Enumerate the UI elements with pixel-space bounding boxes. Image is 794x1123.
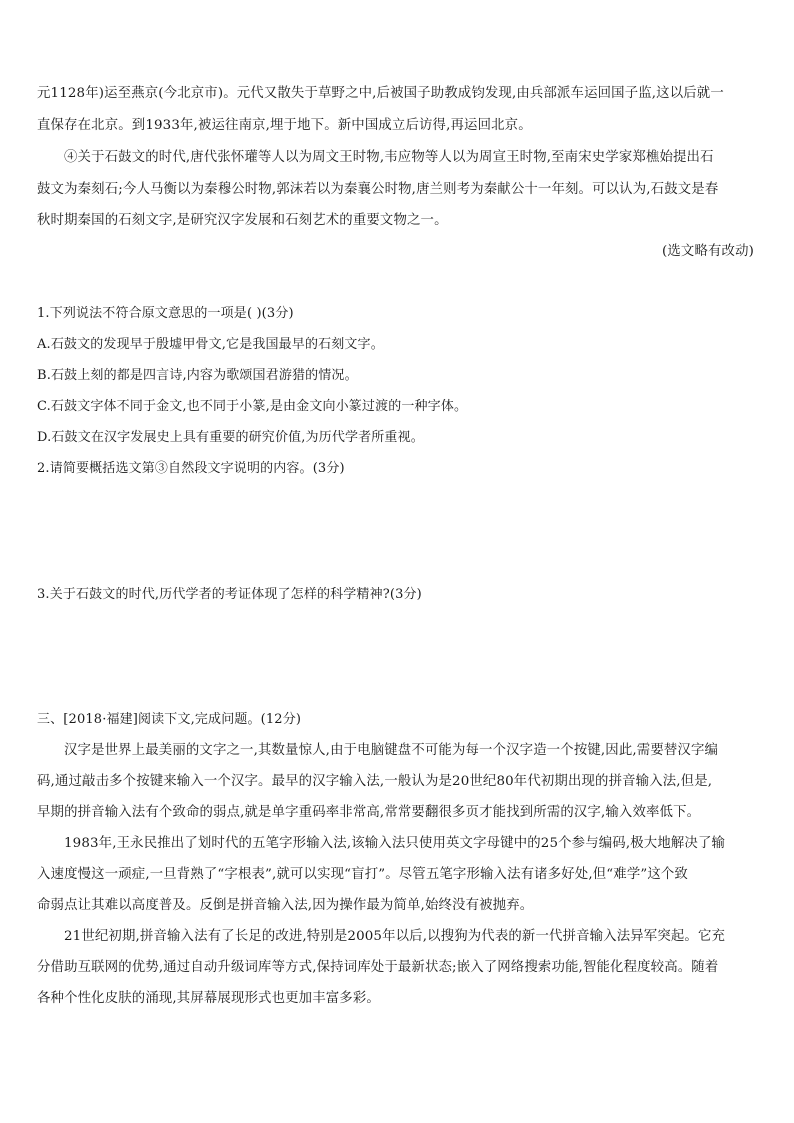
passage-line: 元1128年)运至燕京(今北京市)。元代又散失于草野之中,后被国子助教成钧发现,由兵部派车运回国子监,这以后就一 — [37, 86, 724, 101]
option-b: B.石鼓上刻的都是四言诗,内容为歌颂国君游猎的情况。 — [37, 368, 358, 383]
question-3: 3.关于石鼓文的时代,历代学者的考证体现了怎样的科学精神?(3分) — [37, 587, 422, 602]
section-3-heading: 三、[2018·福建]阅读下文,完成问题。(12分) — [37, 712, 302, 727]
section-3-paragraph-3: 21世纪初期,拼音输入法有了长足的改进,特别是2005年以后,以搜狗为代表的新一代拼音输入法异军突起。它充 — [64, 929, 726, 944]
option-d: D.石鼓文在汉字发展史上具有重要的研究价值,为历代学者所重视。 — [37, 430, 424, 445]
source-note: (选文略有改动) — [662, 244, 754, 259]
section-3-line: 早期的拼音输入法有个致命的弱点,就是单字重码率非常高,常常要翻很多页才能找到所需的汉字,输入效率低下。 — [37, 805, 701, 820]
passage-line: 直保存在北京。到1933年,被运往南京,埋于地下。新中国成立后访得,再运回北京。 — [37, 118, 532, 133]
section-3-paragraph-2: 1983年,王永民推出了划时代的五笔字形输入法,该输入法只使用英文字母键中的25个参与编码,极大地解决了输 — [64, 836, 726, 851]
question-2: 2.请简要概括选文第③自然段文字说明的内容。(3分) — [37, 461, 345, 476]
question-1: 1.下列说法不符合原文意思的一项是( )(3分) — [37, 306, 294, 321]
section-3-line: 入速度慢这一顽症,一旦背熟了“字根表”,就可以实现“盲打”。尽管五笔字形输入法有诸多好处,但“难学”这个致 — [37, 867, 688, 882]
passage-paragraph-4: ④关于石鼓文的时代,唐代张怀瓘等人以为周文王时物,韦应物等人以为周宣王时物,至南宋史学家郑樵始提出石 — [64, 150, 714, 165]
section-3-paragraph-1: 汉字是世界上最美丽的文字之一,其数量惊人,由于电脑键盘不可能为每一个汉字造一个按键,因此,需要替汉字编 — [64, 743, 719, 758]
passage-line: 秋时期秦国的石刻文字,是研究汉字发展和石刻艺术的重要文物之一。 — [37, 213, 448, 228]
section-3-line: 分借助互联网的优势,通过自动升级词库等方式,保持词库处于最新状态;嵌入了网络搜索功能,智能化程度较高。随着 — [37, 960, 719, 975]
section-3-line: 码,通过敲击多个按键来输入一个汉字。最早的汉字输入法,一般认为是20世纪80年代初期出现的拼音输入法,但是, — [37, 774, 713, 789]
section-3-line: 各种个性化皮肤的涌现,其屏幕展现形式也更加丰富多彩。 — [37, 991, 380, 1006]
option-c: C.石鼓文字体不同于金文,也不同于小篆,是由金文向小篆过渡的一种字体。 — [37, 399, 468, 414]
option-a: A.石鼓文的发现早于殷墟甲骨文,它是我国最早的石刻文字。 — [37, 337, 384, 352]
passage-line: 鼓文为秦刻石;今人马衡以为秦穆公时物,郭沫若以为秦襄公时物,唐兰则考为秦献公十一年刻。可以认为,石鼓文是春 — [37, 182, 719, 197]
section-3-line: 命弱点让其难以高度普及。反倒是拼音输入法,因为操作最为简单,始终没有被抛弃。 — [37, 898, 534, 913]
